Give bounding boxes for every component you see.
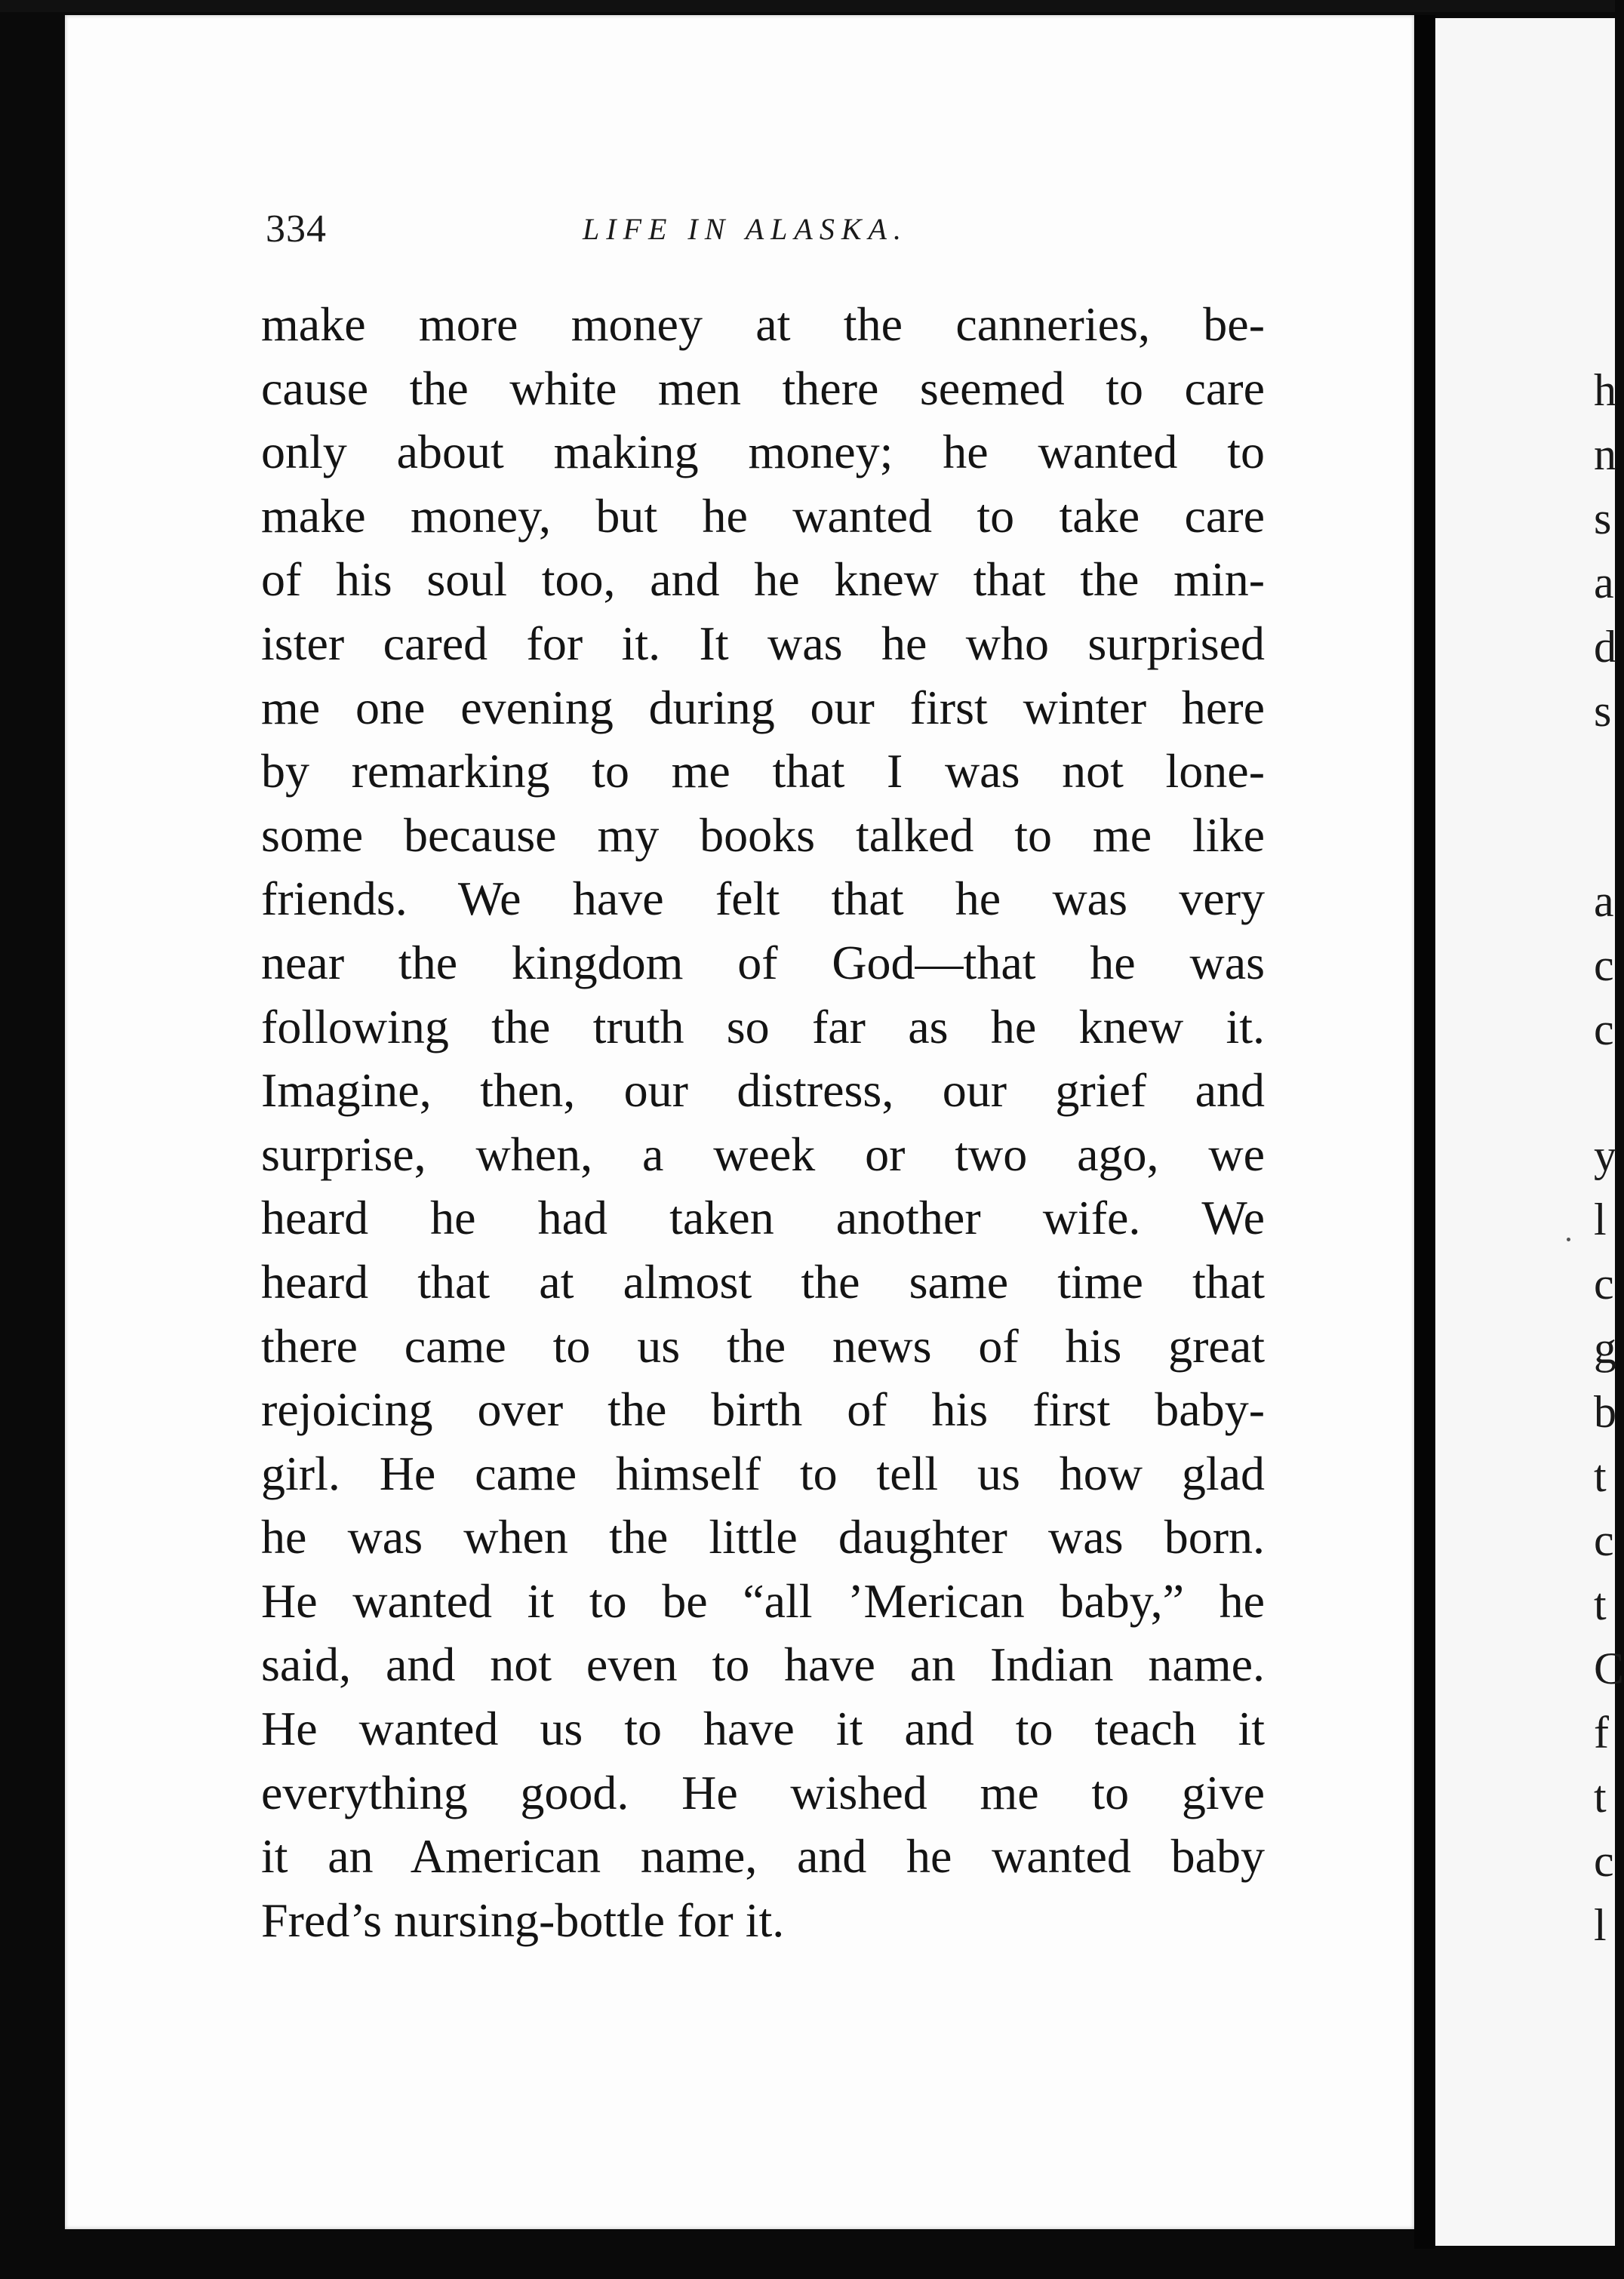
right-page-edge bbox=[1435, 18, 1615, 2246]
facing-page-fragment: y bbox=[1594, 1130, 1616, 1180]
facing-page-fragment: c bbox=[1594, 1515, 1614, 1565]
facing-page-fragment: s bbox=[1594, 686, 1612, 736]
facing-page-fragment: b bbox=[1594, 1387, 1616, 1437]
facing-page-fragment: C bbox=[1594, 1644, 1624, 1693]
facing-page-fragment: n bbox=[1594, 429, 1616, 479]
text-line: He wanted us to have it and to teach it bbox=[261, 1702, 1265, 1756]
facing-page-fragment: s bbox=[1594, 494, 1612, 543]
text-line: ister cared for it. It was he who surprised bbox=[261, 616, 1265, 670]
text-line: make money, but he wanted to take care bbox=[261, 488, 1265, 543]
facing-page-fragment: a bbox=[1594, 876, 1614, 926]
scan-top-edge bbox=[0, 0, 1615, 12]
body-text bbox=[261, 293, 1265, 1952]
facing-page-fragment: l bbox=[1594, 1195, 1607, 1244]
text-line: near the kingdom of God—that he was bbox=[261, 935, 1265, 989]
facing-page-fragment: a bbox=[1594, 558, 1614, 607]
text-line: only about making money; he wanted to bbox=[261, 425, 1265, 479]
page-header bbox=[266, 207, 1269, 260]
facing-page-fragment: l bbox=[1594, 1900, 1607, 1950]
text-line: said, and not even to have an Indian name. bbox=[261, 1638, 1265, 1692]
facing-page-fragment: g bbox=[1594, 1323, 1616, 1373]
book-gutter bbox=[1414, 15, 1435, 2249]
text-line: me one evening during our first winter here bbox=[261, 680, 1265, 734]
text-line: there came to us the news of his great bbox=[261, 1318, 1265, 1373]
text-line: cause the white men there seemed to care bbox=[261, 361, 1265, 415]
text-line: by remarking to me that I was not lone- bbox=[261, 744, 1265, 798]
facing-page-fragment: t bbox=[1594, 1772, 1607, 1822]
page-number: 334 bbox=[266, 208, 327, 251]
text-line: He wanted it to be “all ’Merican baby,” he bbox=[261, 1573, 1265, 1628]
text-line: it an American name, and he wanted baby bbox=[261, 1829, 1265, 1884]
text-line: heard that at almost the same time that bbox=[261, 1254, 1265, 1309]
text-line: rejoicing over the birth of his first baby- bbox=[261, 1382, 1265, 1437]
facing-page-fragment: c bbox=[1594, 1004, 1614, 1054]
text-line: surprise, when, a week or two ago, we bbox=[261, 1127, 1265, 1181]
facing-page-fragment: c bbox=[1594, 940, 1614, 990]
facing-page-fragment: h bbox=[1594, 365, 1616, 415]
facing-page-fragment: d bbox=[1594, 622, 1616, 672]
running-head: LIFE IN ALASKA. bbox=[583, 212, 908, 246]
facing-page-fragment: f bbox=[1594, 1708, 1609, 1758]
text-line: make more money at the canneries, be- bbox=[261, 297, 1265, 351]
text-line: girl. He came himself to tell us how glad bbox=[261, 1446, 1265, 1500]
text-line: everything good. He wished me to give bbox=[261, 1765, 1265, 1819]
scan-speck bbox=[1567, 1238, 1570, 1241]
facing-page-fragment: t bbox=[1594, 1451, 1607, 1501]
text-line: Imagine, then, our distress, our grief and bbox=[261, 1063, 1265, 1118]
text-line: he was when the little daughter was born. bbox=[261, 1510, 1265, 1564]
facing-page-fragment: c bbox=[1594, 1259, 1614, 1309]
text-line: Fred’s nursing-bottle for it. bbox=[261, 1893, 785, 1947]
text-line: friends. We have felt that he was very bbox=[261, 872, 1265, 926]
text-line: some because my books talked to me like bbox=[261, 807, 1265, 862]
text-line: of his soul too, and he knew that the min- bbox=[261, 552, 1265, 607]
text-line: heard he had taken another wife. We bbox=[261, 1191, 1265, 1245]
text-line: following the truth so far as he knew it. bbox=[261, 999, 1265, 1053]
facing-page-fragment: c bbox=[1594, 1836, 1614, 1886]
facing-page-fragment: t bbox=[1594, 1579, 1607, 1629]
